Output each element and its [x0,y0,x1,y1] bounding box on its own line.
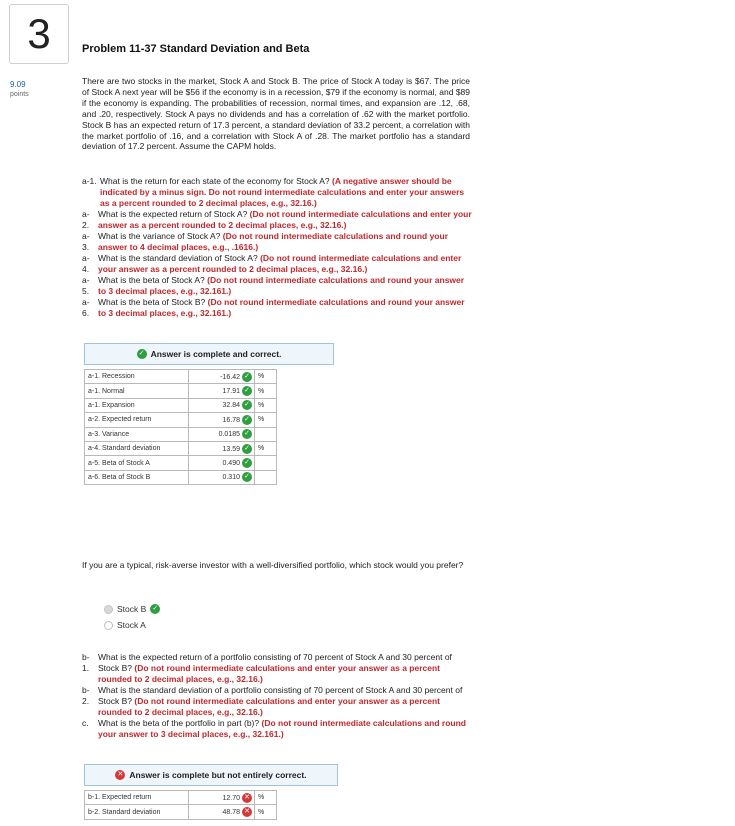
answer-value-cell[interactable] [189,384,255,398]
radio-label: Stock A [117,620,146,630]
question-label: a-1. [82,176,97,186]
answer-unit: % [255,398,277,412]
answer-row [85,384,277,398]
check-circle-icon: ✓ [242,472,252,482]
answer-value-cell[interactable] [189,456,255,470]
answer-label: a-4. Standard deviation [85,441,189,455]
question-a5 [82,275,472,297]
question-text: What is the beta of Stock B? [98,297,208,307]
answer-unit: % [255,413,277,427]
question-instruction: (Do not round intermediate calculations and round your answer to 3 decimal places, e.g., 32.161.) [98,275,465,296]
question-label: a-5. [82,275,90,296]
question-b1 [82,652,472,685]
answer-row [85,413,277,427]
answer-value-cell[interactable] [189,791,255,805]
answer-value: 13.59 [222,445,240,453]
question-instruction: (Do not round intermediate calculations and enter your answer as a percent rounded to 2 decimal places, e.g., 32.16.) [98,662,440,684]
answer-status-banner-b [84,764,338,786]
answer-unit: % [255,805,277,819]
answer-row [85,791,277,805]
answer-value: 17.91 [222,387,240,395]
question-b2 [82,685,472,718]
check-circle-icon: ✓ [242,400,252,410]
question-text: What is the beta of the portfolio in part (b)? [98,718,262,728]
answer-row [85,370,277,384]
question-a1 [82,176,472,209]
answer-row [85,427,277,441]
answer-unit: % [255,370,277,384]
question-instruction: (A negative answer should be indicated by a minus sign. Do not round intermediate calculations and enter your answers as a percent rounded to 2 decimal places, e.g., 32.16.) [100,176,465,208]
question-text: What is the beta of Stock A? [98,275,208,285]
question-a2 [82,209,472,231]
answer-label: a-1. Expansion [85,398,189,412]
answer-value-cell[interactable] [189,413,255,427]
check-circle-icon: ✓ [242,429,252,439]
answer-value: 12.70 [222,794,240,802]
answer-unit: % [255,384,277,398]
preference-prompt: If you are a typical, risk-averse investor with a well-diversified portfolio, which stock would you prefer? [82,560,464,570]
check-circle-icon: ✓ [242,458,252,468]
answer-unit: % [255,441,277,455]
question-text: What is the standard deviation of a portfolio consisting of 70 percent of Stock A and 30 percent of Stock B? [98,685,463,706]
answer-value: 0.490 [222,459,240,467]
radio-option-stock-a[interactable] [104,620,146,630]
question-text: What is the return for each state of the economy for Stock A? [100,176,332,186]
answer-value-cell[interactable] [189,470,255,484]
answer-label: a-6. Beta of Stock B [85,470,189,484]
answer-value-cell[interactable] [189,805,255,819]
question-a3 [82,231,472,253]
answer-value: 48.78 [222,808,240,816]
answer-label: b-2. Standard deviation [85,805,189,819]
answer-table-a [84,369,277,485]
answer-value: -16.42 [220,373,240,381]
question-label: a-2. [82,209,90,230]
question-text: What is the standard deviation of Stock A? [98,253,261,263]
problem-statement: There are two stocks in the market, Stock A and Stock B. The price of Stock A today is $67. The price of Stock A next year will be $56 if the economy is in a recession, $79 if the economy is normal, and $89 if the economy is expanding. The probabilities of recession, normal times, and expansion are .12, .68, and .20, respectively. Stock A pays no dividends and has a correlation of .62 with the market portfolio. Stock B has an expected return of 17.3 percent, a standard deviation of 33.2 percent, a correlation with the market portfolio of .16, and a correlation with Stock A of .28. The market portfolio has a standard deviation of 17.2 percent. Assume the CAPM holds. [82,76,470,152]
answer-label: a-3. Variance [85,427,189,441]
answer-unit [255,470,277,484]
answer-value: 16.78 [222,416,240,424]
x-circle-icon: ✕ [115,770,125,780]
answer-status-text: Answer is complete and correct. [150,349,282,359]
radio-button[interactable] [104,605,113,614]
question-label: a-3. [82,231,90,252]
answer-row [85,805,277,819]
question-label: a-6. [82,297,90,318]
answer-label: a-5. Beta of Stock A [85,456,189,470]
answer-unit [255,456,277,470]
answer-value-cell[interactable] [189,427,255,441]
question-instruction: (Do not round intermediate calculations and round your answer to 4 decimal places, e.g., .1616.) [98,231,448,252]
question-text: What is the variance of Stock A? [98,231,223,241]
check-circle-icon: ✓ [242,386,252,396]
answer-table-b [84,790,277,820]
answer-row [85,470,277,484]
question-text: What is the expected return of a portfolio consisting of 70 percent of Stock A and 30 percent of Stock B? [98,652,452,673]
question-label: a-4. [82,253,90,274]
check-circle-icon: ✓ [242,372,252,382]
answer-value-cell[interactable] [189,441,255,455]
answer-value-cell[interactable] [189,370,255,384]
answer-status-banner-a [84,343,334,365]
answer-status-text: Answer is complete but not entirely correct. [129,770,307,780]
answer-row [85,441,277,455]
problem-title: Problem 11-37 Standard Deviation and Beta [82,43,310,55]
points-label: points [10,91,29,98]
x-circle-icon: ✕ [242,807,252,817]
question-text: What is the expected return of Stock A? [98,209,250,219]
points-value: 9.09 [10,80,26,89]
question-a4 [82,253,472,275]
question-number: 3 [9,4,69,64]
question-instruction: (Do not round intermediate calculations and enter your answer as a percent rounded to 2 decimal places, e.g., 32.16.) [98,695,440,717]
answer-value: 0.310 [222,474,240,482]
question-label: c. [82,718,89,728]
question-a6 [82,297,472,319]
radio-button[interactable] [104,621,113,630]
radio-label: Stock B [117,604,147,614]
answer-label: b-1. Expected return [85,791,189,805]
check-circle-icon: ✓ [150,604,160,614]
answer-value-cell[interactable] [189,398,255,412]
check-circle-icon: ✓ [137,349,147,359]
x-circle-icon: ✕ [242,793,252,803]
question-instruction: (Do not round intermediate calculations and enter your answer as a percent rounded to 2 decimal places, e.g., 32.16.) [98,253,462,274]
answer-label: a-1. Normal [85,384,189,398]
answer-label: a-2. Expected return [85,413,189,427]
answer-value: 0.0185 [218,431,240,439]
answer-row [85,456,277,470]
check-circle-icon: ✓ [242,444,252,454]
question-instruction: (Do not round intermediate calculations and enter your answer as a percent rounded to 2 decimal places, e.g., 32.16.) [98,209,472,230]
question-label: b-1. [82,652,90,673]
answer-unit [255,427,277,441]
question-c [82,718,472,740]
answer-row [85,398,277,412]
question-instruction: (Do not round intermediate calculations and round your answer to 3 decimal places, e.g., 32.161.) [98,718,466,739]
radio-option-stock-b[interactable] [104,604,160,614]
question-instruction: (Do not round intermediate calculations and round your answer to 3 decimal places, e.g., 32.161.) [98,297,465,318]
answer-label: a-1. Recession [85,370,189,384]
answer-unit: % [255,791,277,805]
check-circle-icon: ✓ [242,415,252,425]
question-label: b-2. [82,685,90,706]
answer-value: 32.84 [222,402,240,410]
